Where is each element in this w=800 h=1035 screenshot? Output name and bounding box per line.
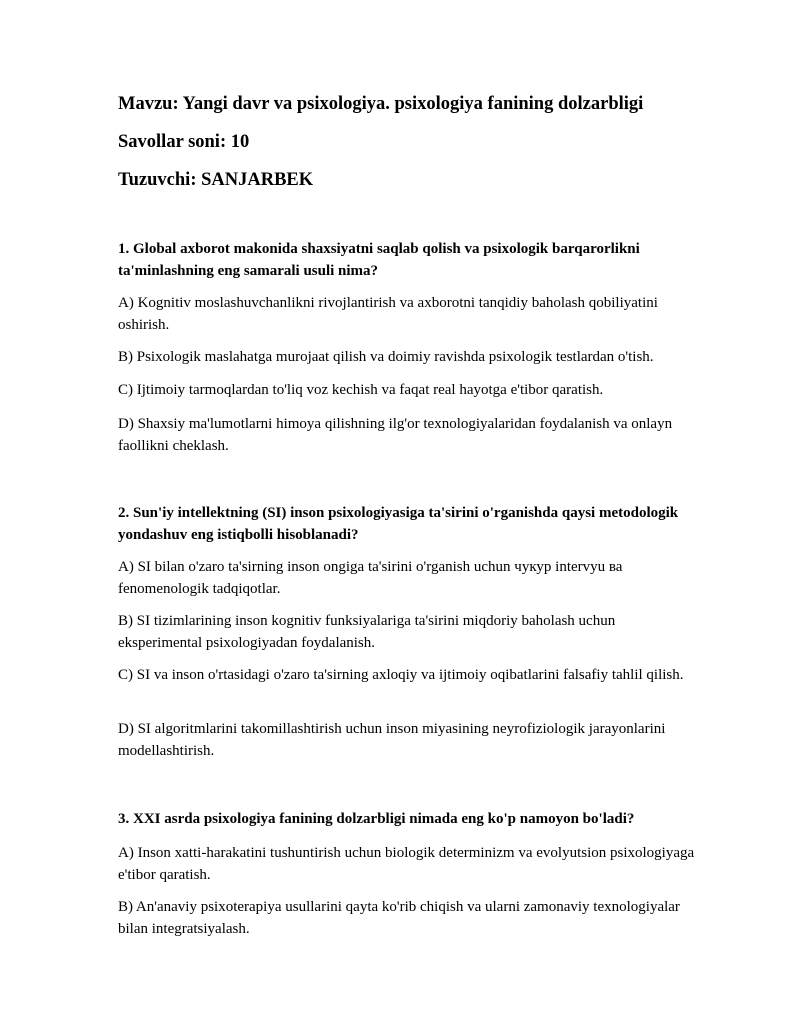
question-1: 1. Global axborot makonida shaxsiyatni saqlab qolish va psixologik barqarorlikni ta'minlashning eng samarali usuli nima? [118,241,640,279]
question-3-option-a: A) Inson xatti-harakatini tushuntirish uchun biologik determinizm va evolyutsion psixologiyaga e'tibor qaratish. [118,845,695,883]
topic-heading: Mavzu: Yangi davr va psixologiya. psixologiya fanining dolzarbligi [118,94,644,114]
question-2: 2. Sun'iy intellektning (SI) inson psixologiyasiga ta'sirini o'rganishda qaysi metodologik yondashuv eng istiqbolli hisoblanadi? [118,505,679,543]
question-2-option-c: C) SI va inson o'rtasidagi o'zaro ta'sirning axloqiy va ijtimoiy oqibatlarini falsafiy tahlil qilish. [118,667,684,683]
question-count-heading: Savollar soni: 10 [118,132,250,152]
question-3-option-b: B) An'anaviy psixoterapiya usullarini qayta ko'rib chiqish va ularni zamonaviy texnologiyalar bilan integratsiyalash. [118,899,680,937]
question-1-option-b: B) Psixologik maslahatga murojaat qilish va doimiy ravishda psixologik testlardan o'tish. [118,349,654,365]
question-1-option-a: A) Kognitiv moslashuvchanlikni rivojlantirish va axborotni tanqidiy baholash qobiliyatini oshirish. [118,295,658,333]
question-2-option-d: D) SI algoritmlarini takomillashtirish uchun inson miyasining neyrofiziologik jarayonlarini modellashtirish. [118,721,666,759]
question-2-option-b: B) SI tizimlarining inson kognitiv funksiyalariga ta'sirini miqdoriy baholash uchun eksperimental psixologiyadan foydalanish. [118,613,616,651]
question-1-option-d: D) Shaxsiy ma'lumotlarni himoya qilishning ilg'or texnologiyalaridan foydalanish va onlayn faollikni cheklash. [118,416,673,454]
author-heading: Tuzuvchi: SANJARBEK [118,170,314,190]
question-2-option-a: A) SI bilan o'zaro ta'sirning inson ongiga ta'sirini o'rganish uchun чукур intervyu ва fenomenologik tadqiqotlar. [118,559,623,597]
question-3: 3. XXI asrda psixologiya fanining dolzarbligi nimada eng ko'p namoyon bo'ladi? [118,811,635,827]
question-1-option-c: C) Ijtimoiy tarmoqlardan to'liq voz kechish va faqat real hayotga e'tibor qaratish. [118,382,604,398]
